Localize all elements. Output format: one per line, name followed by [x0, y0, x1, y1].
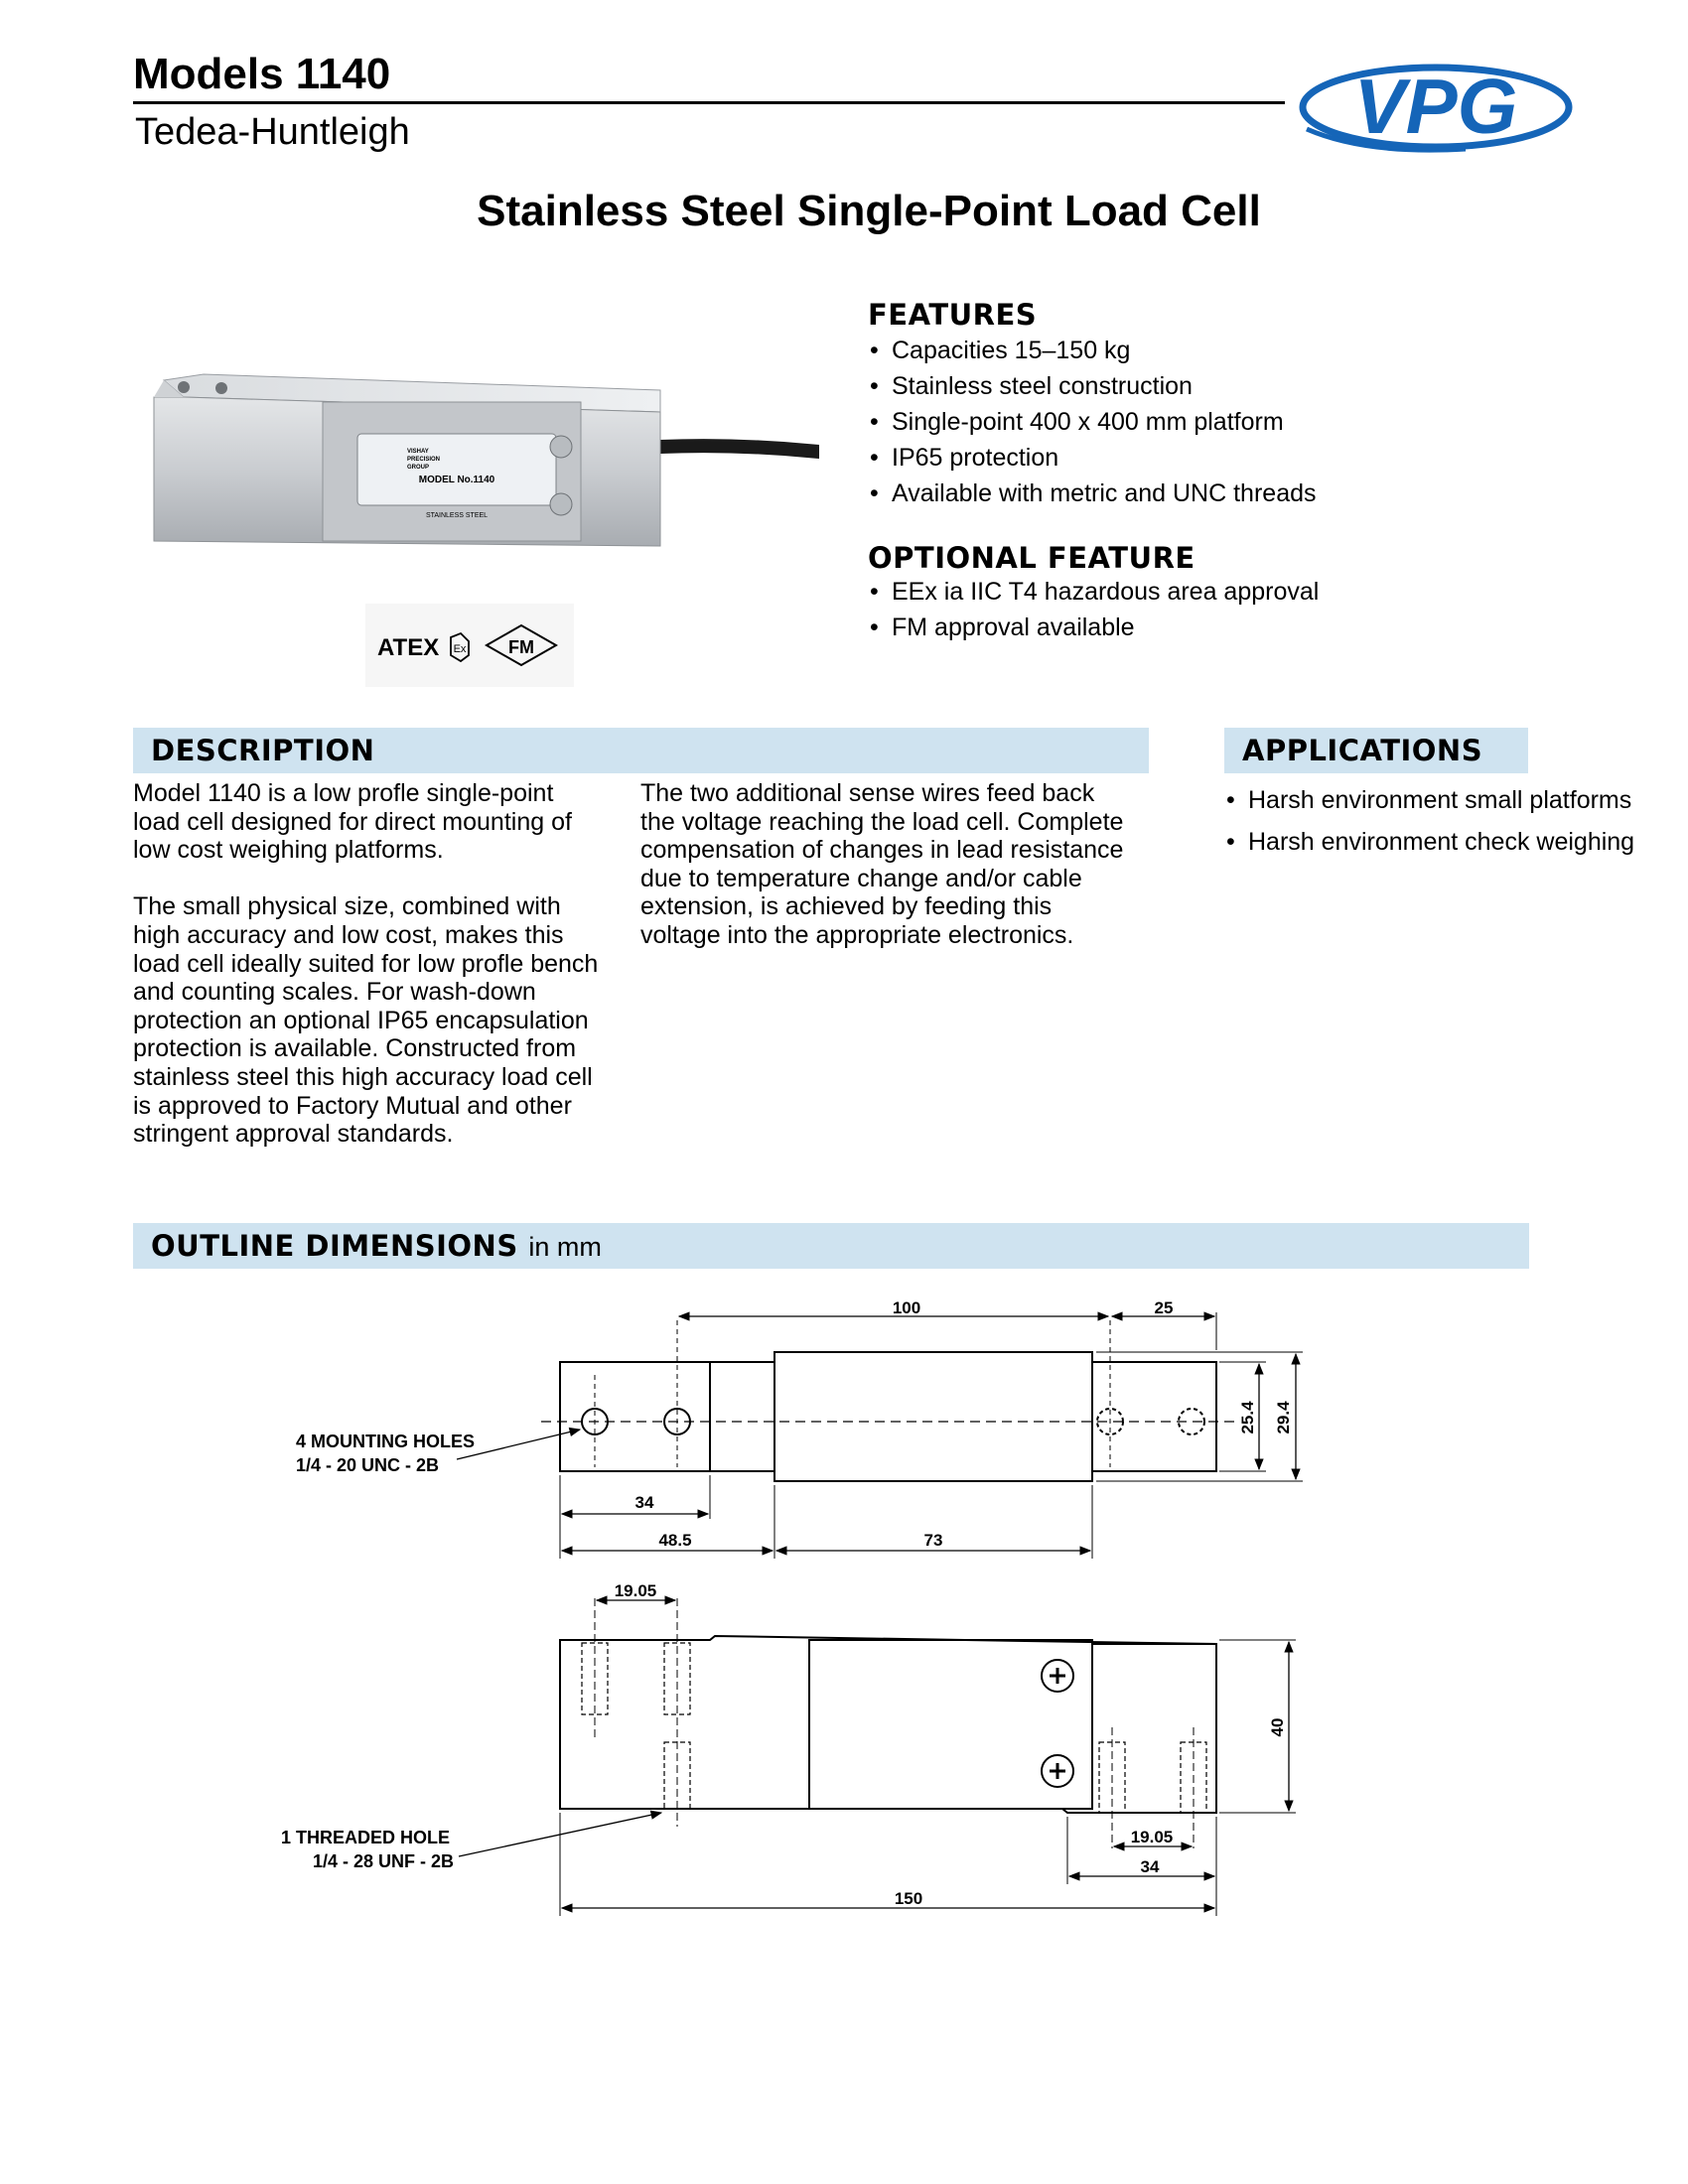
photo-label-2: PRECISION: [407, 457, 441, 463]
description-column-2: The two additional sense wires feed back the voltage reaching the load cell. Complete compensation of changes in lead resistance due to temperature change and/or cable extension, is achieved by feeding this voltage into the appropriate electronics.: [640, 779, 1124, 949]
applications-heading: APPLICATIONS: [1242, 734, 1483, 767]
outline-unit: in mm: [528, 1232, 602, 1262]
top-view-body: [774, 1352, 1092, 1481]
fm-mark: FM: [508, 637, 534, 657]
header-rule: [133, 101, 1285, 104]
outline-dimensions-bar: [133, 1223, 1529, 1269]
top-view-neck: [710, 1362, 774, 1471]
mounting-holes-callout-2: 1/4 - 20 UNC - 2B: [296, 1455, 440, 1475]
dim-150: 150: [894, 1889, 923, 1908]
outline-drawing: [0, 1271, 1688, 1946]
dim-48-5: 48.5: [658, 1531, 692, 1550]
optional-feature-heading: OPTIONAL FEATURE: [868, 541, 1196, 575]
list-item: • EEx ia IIC T4 hazardous area approval: [868, 574, 1319, 610]
applications-bar: [1224, 728, 1528, 773]
list-item: • Capacities 15–150 kg: [868, 333, 1317, 368]
photo-screw-top: [550, 436, 572, 458]
features-list: [868, 333, 1317, 511]
ex-mark: Ex: [453, 643, 467, 655]
logo-text: VPG: [1353, 63, 1518, 150]
list-item: • Harsh environment check weighing: [1224, 821, 1634, 863]
list-item: • Single-point 400 x 400 mm platform: [868, 404, 1317, 440]
side-view-body: [809, 1640, 1092, 1809]
list-item: • Harsh environment small platforms: [1224, 779, 1634, 821]
applications-list: [1224, 779, 1634, 863]
dim-34: 34: [634, 1493, 654, 1512]
vpg-logo: [1287, 60, 1575, 159]
description-heading: DESCRIPTION: [151, 734, 375, 767]
photo-hole-1: [178, 381, 190, 393]
dim-100: 100: [892, 1298, 921, 1317]
leader-mounting: [457, 1430, 580, 1459]
description-bar: [133, 728, 1149, 773]
brand-subtitle: Tedea-Huntleigh: [135, 111, 410, 153]
cable: [660, 446, 819, 452]
optional-feature-list: [868, 574, 1319, 645]
model-title: Models 1140: [133, 50, 391, 98]
features-heading: FEATURES: [868, 298, 1038, 332]
outline-heading: OUTLINE DIMENSIONS: [151, 1229, 518, 1263]
top-view-right-block: [1092, 1362, 1216, 1471]
threaded-hole-callout-1: 1 THREADED HOLE: [281, 1828, 451, 1847]
photo-label-1: VISHAY: [407, 449, 429, 455]
approval-logos: [365, 604, 574, 687]
photo-screw-bottom: [550, 493, 572, 515]
list-item: • Stainless steel construction: [868, 368, 1317, 404]
side-view-outline: [560, 1636, 1216, 1813]
photo-hole-2: [215, 382, 227, 394]
product-title: Stainless Steel Single-Point Load Cell: [477, 187, 1261, 235]
dim-29-4: 29.4: [1274, 1401, 1293, 1434]
mounting-holes-callout-1: 4 MOUNTING HOLES: [296, 1432, 476, 1451]
list-item: • IP65 protection: [868, 440, 1317, 476]
list-item: • FM approval available: [868, 610, 1319, 645]
load-cell-photo: [144, 342, 819, 571]
threaded-hole-hidden: [664, 1742, 690, 1809]
dim-25: 25: [1154, 1298, 1174, 1317]
dim-19-05-top: 19.05: [614, 1581, 657, 1600]
dim-19-05-bottom: 19.05: [1130, 1828, 1174, 1846]
photo-label-4: MODEL No.1140: [418, 475, 495, 485]
photo-label-3: GROUP: [407, 465, 430, 471]
photo-label-5: STAINLESS STEEL: [425, 512, 489, 519]
threaded-hole-callout-2: 1/4 - 28 UNF - 2B: [313, 1851, 455, 1871]
dim-73: 73: [923, 1531, 943, 1550]
dim-40: 40: [1268, 1717, 1287, 1737]
dim-34-bottom: 34: [1140, 1857, 1160, 1876]
list-item: • Available with metric and UNC threads: [868, 476, 1317, 511]
description-column-1: Model 1140 is a low profle single-point load cell designed for direct mounting of low cost weighing platforms. The small physical size, combined with high accuracy and low cost, makes this load cell ideally suited for low profle bench and counting scales. For wash-down protection an optional IP65 encapsulation protection is available. Constructed from stainless steel this high accuracy load cell is approved to Factory Mutual and other stringent approval standards.: [133, 779, 599, 1149]
dim-25-4: 25.4: [1238, 1401, 1257, 1434]
atex-mark: ATEX: [377, 634, 440, 661]
